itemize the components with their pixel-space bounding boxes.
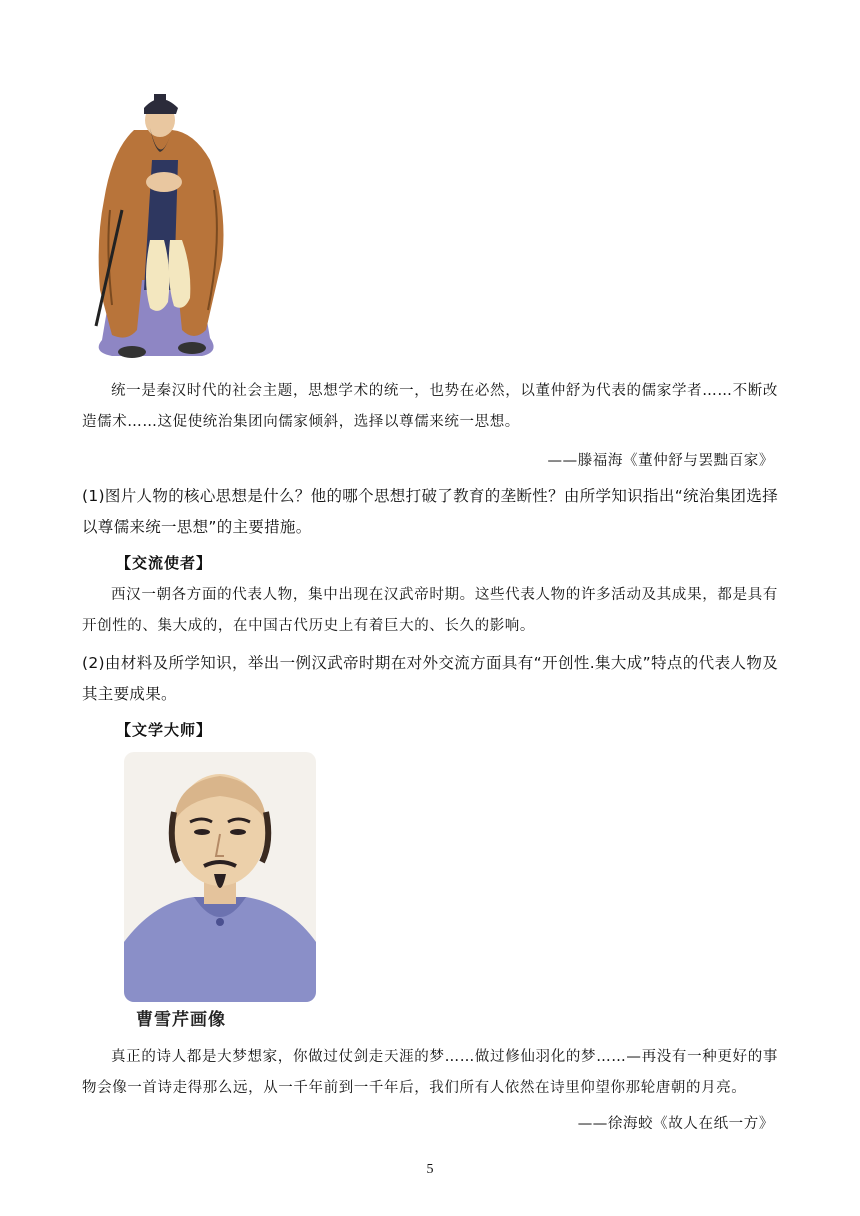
passage-1-source: ——滕福海《董仲舒与罢黜百家》	[547, 453, 774, 469]
section-heading-literary-master: 【文学大师】	[116, 721, 213, 739]
question-1: (1)图片人物的核心思想是什么？他的哪个思想打破了教育的垄断性？由所学知识指出“统治集团选择以尊儒来统一思想”的主要措施。	[82, 487, 778, 536]
cao-xueqin-portrait	[124, 752, 316, 1002]
section-heading-exchange-envoy: 【交流使者】	[116, 554, 213, 572]
passage-1: 统一是秦汉时代的社会主题，思想学术的统一，也势在必然，以董仲舒为代表的儒家学者……不断改造儒术……这促使统治集团向儒家倾斜，选择以尊儒来统一思想。	[82, 383, 778, 430]
passage-3-source: ——徐海蛟《故人在纸一方》	[577, 1116, 774, 1132]
passage-3: 真正的诗人都是大梦想家，你做过仗剑走天涯的梦……做过修仙羽化的梦……—再没有一种更好的事物会像一首诗走得那么远，从一千年前到一千年后，我们所有人依然在诗里仰望你那轮唐朝的月亮。	[82, 1049, 778, 1096]
question-2: (2)由材料及所学知识，举出一例汉武帝时期在对外交流方面具有“开创性.集大成”特点的代表人物及其主要成果。	[82, 654, 778, 703]
portrait-caption: 曹雪芹画像	[136, 1010, 226, 1030]
confucius-illustration	[82, 90, 232, 362]
passage-2: 西汉一朝各方面的代表人物，集中出现在汉武帝时期。这些代表人物的许多活动及其成果，都是具有开创性的、集大成的，在中国古代历史上有着巨大的、长久的影响。	[82, 587, 778, 634]
page-number: 5	[426, 1162, 434, 1177]
